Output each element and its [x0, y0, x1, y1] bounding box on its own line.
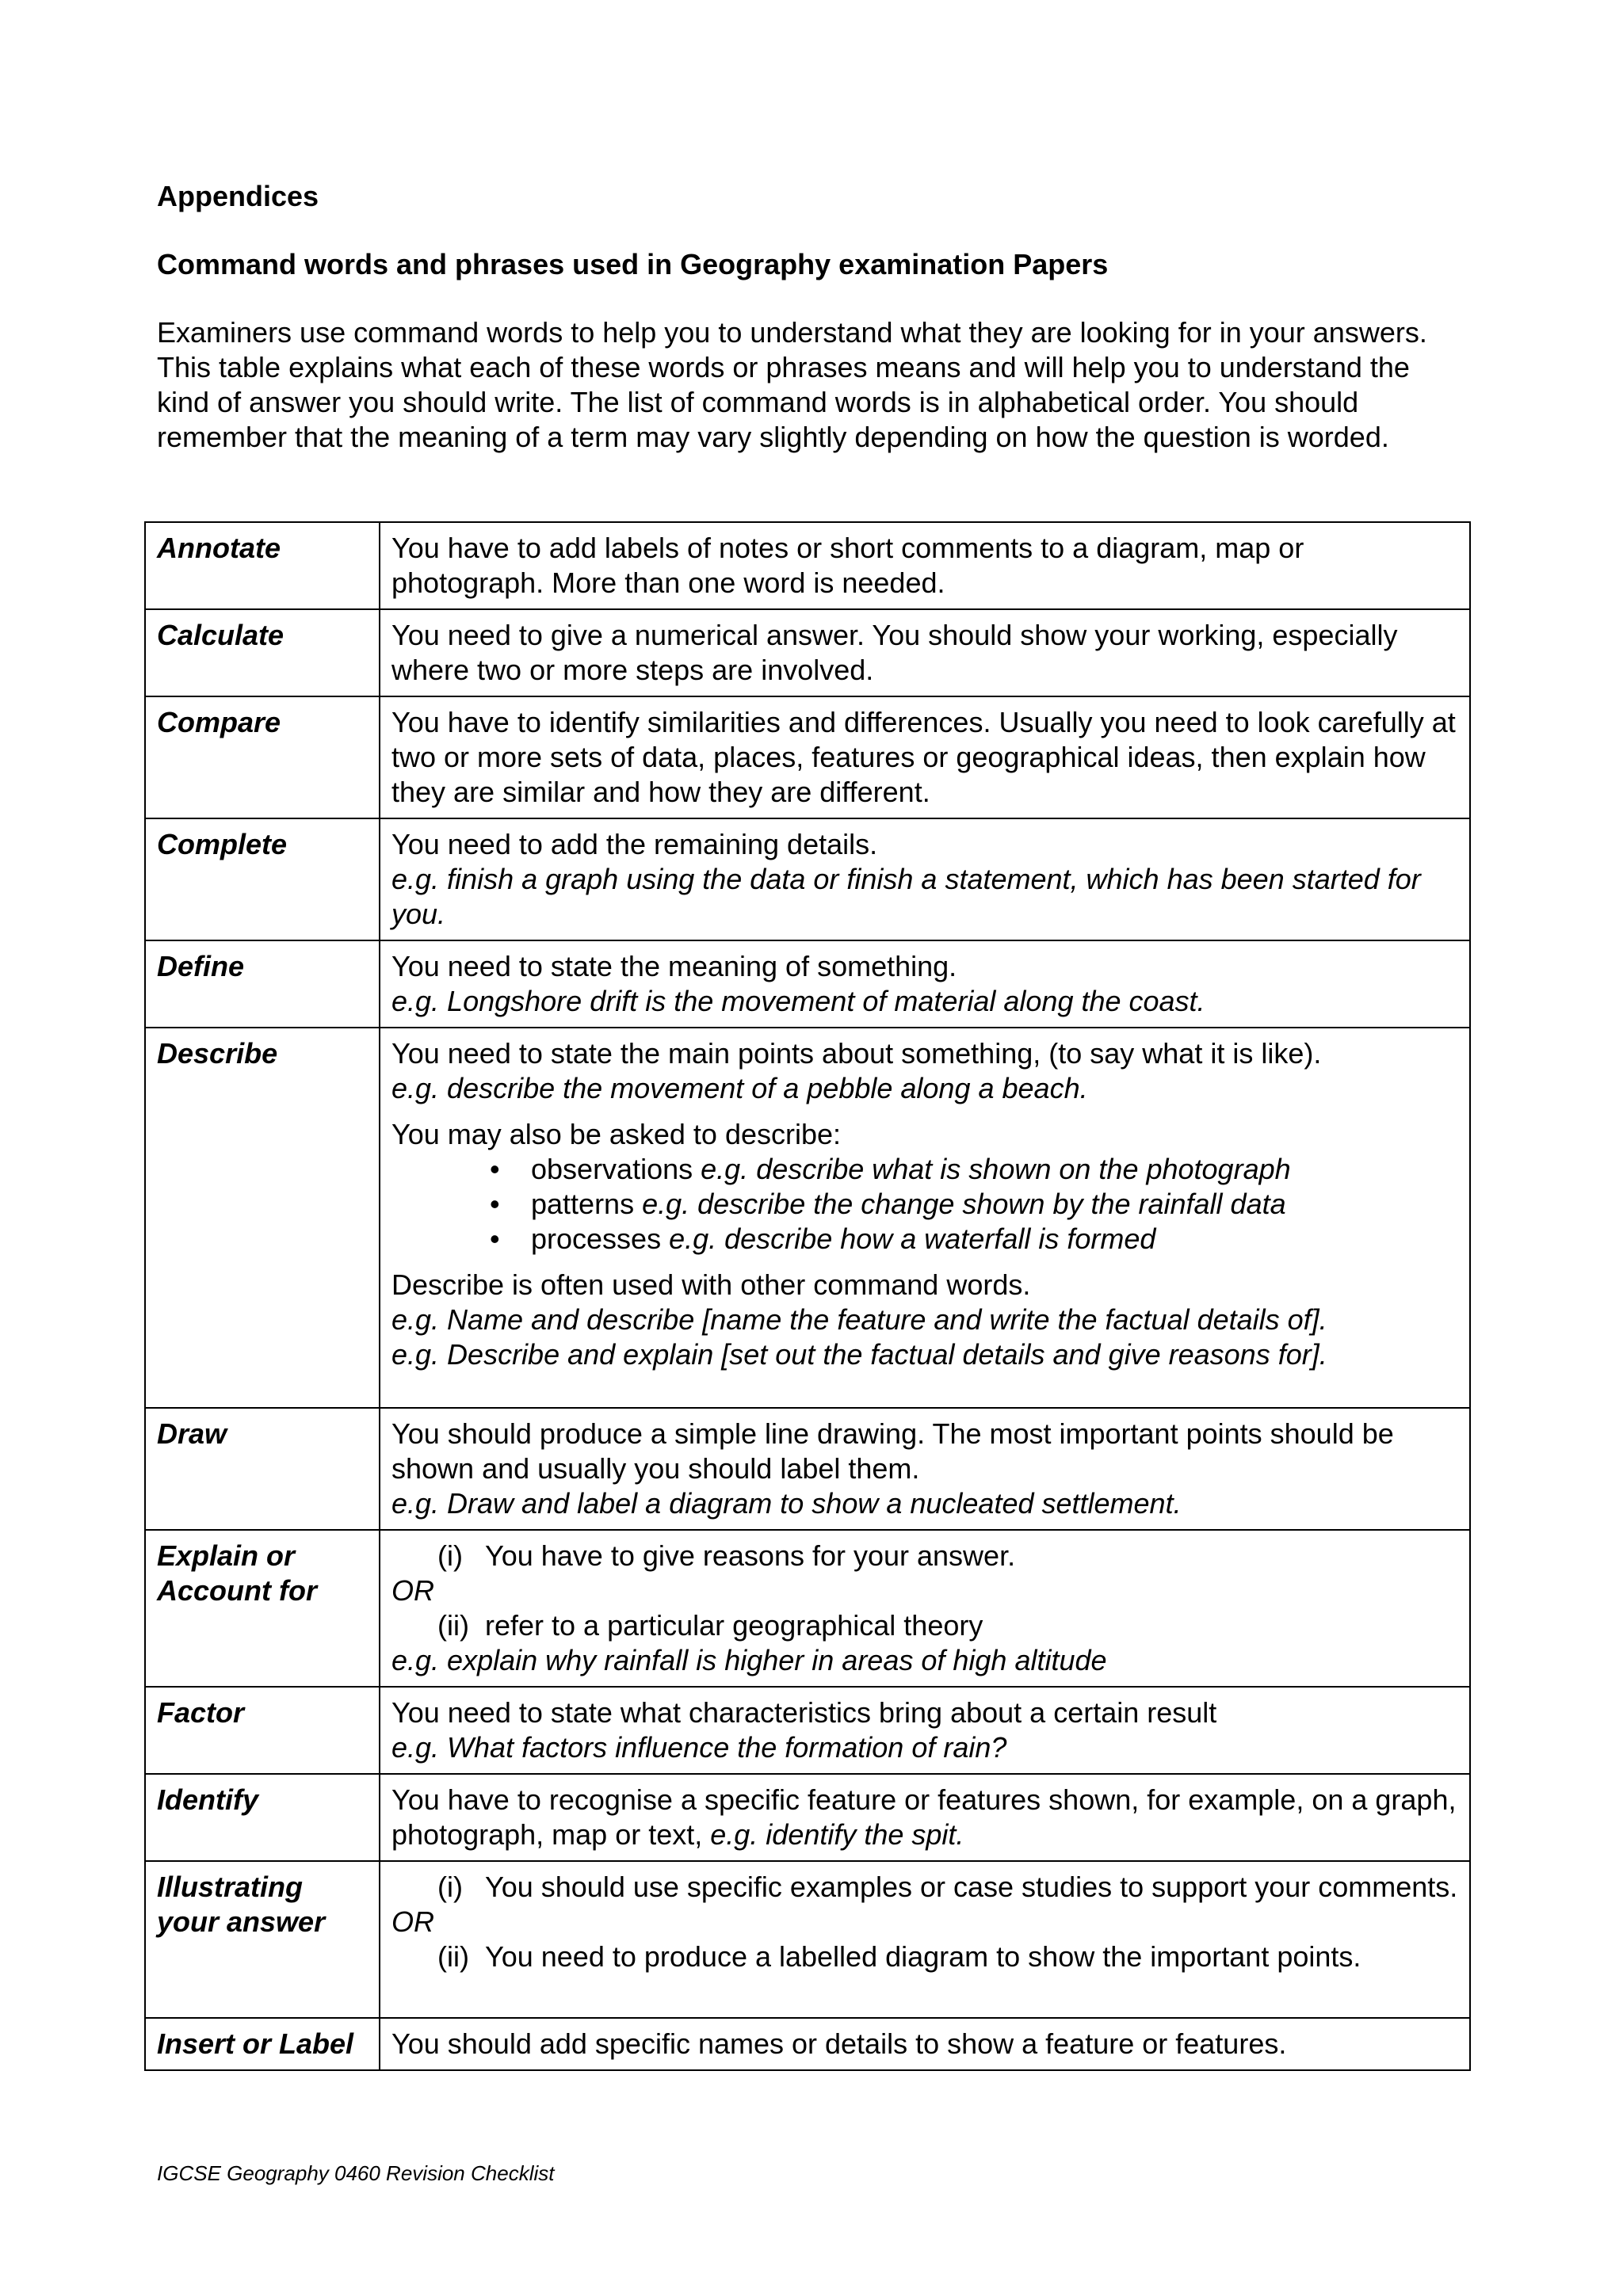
- definition-cell: [380, 2018, 1470, 2070]
- table-row: [145, 1028, 1470, 1408]
- definition-cell: [380, 1687, 1470, 1774]
- table-row: [145, 818, 1470, 940]
- item-text: You have to give reasons for your answer.: [485, 1539, 1016, 1572]
- term-compare: Compare: [157, 706, 281, 738]
- term-cell: [145, 2018, 380, 2070]
- term-factor: Factor: [157, 1696, 245, 1729]
- definition-example: e.g. Draw and label a diagram to show a nucleated settlement.: [391, 1487, 1182, 1520]
- definition-text: You have to recognise a specific feature or features shown, for example, on a graph, photograph, map or text,: [391, 1783, 1457, 1851]
- numbered-item: [391, 1939, 1458, 1974]
- item-number: (i): [437, 1539, 463, 1572]
- term-illustrating-line1: Illustrating: [157, 1871, 304, 1903]
- appendices-heading: Appendices: [157, 180, 319, 212]
- definition-text: You need to state the meaning of something.: [391, 950, 957, 982]
- bullet-example: e.g. describe what is shown on the photograph: [701, 1153, 1291, 1185]
- definition-text: You need to give a numerical answer. You should show your working, especially where two or more steps are involved.: [391, 619, 1398, 686]
- term-complete: Complete: [157, 828, 288, 860]
- definition-example: e.g. Name and describe [name the feature and write the factual details of].: [391, 1303, 1327, 1336]
- page-title: Command words and phrases used in Geography examination Papers: [157, 248, 1109, 280]
- list-item: [490, 1152, 1458, 1187]
- term-cell: [145, 1687, 380, 1774]
- numbered-item: [391, 1870, 1458, 1905]
- list-item: [490, 1187, 1458, 1222]
- numbered-item: [391, 1539, 1458, 1573]
- term-calculate: Calculate: [157, 619, 285, 651]
- item-text: You should use specific examples or case studies to support your comments.: [485, 1871, 1458, 1903]
- term-cell: [145, 818, 380, 940]
- table-row: [145, 2018, 1470, 2070]
- table-row: [145, 1774, 1470, 1861]
- term-identify: Identify: [157, 1783, 259, 1816]
- item-text: refer to a particular geographical theory: [485, 1609, 983, 1642]
- definition-example: e.g. describe the movement of a pebble along a beach.: [391, 1072, 1088, 1104]
- item-number: (ii): [437, 1609, 469, 1642]
- table-row: [145, 1687, 1470, 1774]
- definition-cell: [380, 1530, 1470, 1687]
- term-insert: Insert or Label: [157, 2027, 354, 2060]
- term-cell: [145, 696, 380, 818]
- or-label: OR: [391, 1905, 434, 1938]
- table-row: [145, 1530, 1470, 1687]
- term-describe: Describe: [157, 1037, 278, 1070]
- bullet-word: patterns: [531, 1188, 635, 1220]
- item-number: (i): [437, 1871, 463, 1903]
- term-annotate: Annotate: [157, 532, 281, 564]
- definition-cell: [380, 609, 1470, 696]
- definition-text: You should add specific names or details to show a feature or features.: [391, 2027, 1287, 2060]
- table-row: [145, 522, 1470, 609]
- term-define: Define: [157, 950, 245, 982]
- definition-example: e.g. Describe and explain [set out the factual details and give reasons for].: [391, 1338, 1327, 1371]
- term-cell: [145, 522, 380, 609]
- term-explain-line2: Account for: [157, 1574, 317, 1607]
- definition-cell: [380, 1774, 1470, 1861]
- table-row: [145, 696, 1470, 818]
- term-cell: [145, 1408, 380, 1530]
- describe-often-text: Describe is often used with other command words.: [391, 1268, 1031, 1301]
- term-cell: [145, 1530, 380, 1687]
- table-row: [145, 1861, 1470, 2018]
- term-draw: Draw: [157, 1417, 227, 1450]
- definition-text: You have to add labels of notes or short comments to a diagram, map or photograph. More than one word is needed.: [391, 532, 1304, 599]
- definition-example: e.g. finish a graph using the data or finish a statement, which has been started for you.: [391, 863, 1421, 930]
- definition-cell: [380, 1028, 1470, 1408]
- intro-paragraph: Examiners use command words to help you to understand what they are looking for in your answers. This table explains what each of these words or phrases means and will help you to understand the kind of answer you should write. The list of command words is in alphabetical order. You should remember that the meaning of a term may vary slightly depending on how the question is worded.: [157, 316, 1427, 453]
- definition-example: e.g. Longshore drift is the movement of material along the coast.: [391, 985, 1205, 1017]
- describe-also-text: You may also be asked to describe:: [391, 1118, 842, 1150]
- term-explain-line1: Explain or: [157, 1539, 296, 1572]
- definition-text: You have to identify similarities and differences. Usually you need to look carefully at two or more sets of data, places, features or geographical ideas, then explain how they are similar and how they are different.: [391, 706, 1456, 808]
- bullet-word: processes: [531, 1222, 662, 1255]
- bullet-example: e.g. describe the change shown by the rainfall data: [642, 1188, 1286, 1220]
- definition-text: You should produce a simple line drawing. The most important points should be shown and usually you should label them.: [391, 1417, 1394, 1485]
- table-row: [145, 940, 1470, 1028]
- numbered-item: [391, 1608, 1458, 1643]
- item-text: You need to produce a labelled diagram to show the important points.: [485, 1940, 1361, 1973]
- definition-example: e.g. What factors influence the formation of rain?: [391, 1731, 1007, 1764]
- term-cell: [145, 1861, 380, 2018]
- table-row: [145, 609, 1470, 696]
- definition-text: You need to add the remaining details.: [391, 828, 878, 860]
- item-number: (ii): [437, 1940, 469, 1973]
- definition-cell: [380, 696, 1470, 818]
- definition-cell: [380, 1408, 1470, 1530]
- bullet-example: e.g. describe how a waterfall is formed: [669, 1222, 1156, 1255]
- term-cell: [145, 940, 380, 1028]
- command-words-table: [144, 521, 1471, 2071]
- or-label: OR: [391, 1574, 434, 1607]
- page-footer: IGCSE Geography 0460 Revision Checklist: [157, 2161, 555, 2185]
- bullet-word: observations: [531, 1153, 693, 1185]
- definition-text: You need to state the main points about something, (to say what it is like).: [391, 1037, 1322, 1070]
- list-item: [490, 1222, 1458, 1257]
- definition-example: e.g. identify the spit.: [710, 1818, 964, 1851]
- definition-example: e.g. explain why rainfall is higher in areas of high altitude: [391, 1644, 1107, 1676]
- term-illustrating-line2: your answer: [157, 1905, 326, 1938]
- definition-cell: [380, 940, 1470, 1028]
- definition-cell: [380, 1861, 1470, 2018]
- definition-cell: [380, 818, 1470, 940]
- table-row: [145, 1408, 1470, 1530]
- describe-bullet-list: [391, 1152, 1458, 1257]
- term-cell: [145, 1774, 380, 1861]
- definition-text: You need to state what characteristics bring about a certain result: [391, 1696, 1217, 1729]
- definition-cell: [380, 522, 1470, 609]
- term-cell: [145, 609, 380, 696]
- term-cell: [145, 1028, 380, 1408]
